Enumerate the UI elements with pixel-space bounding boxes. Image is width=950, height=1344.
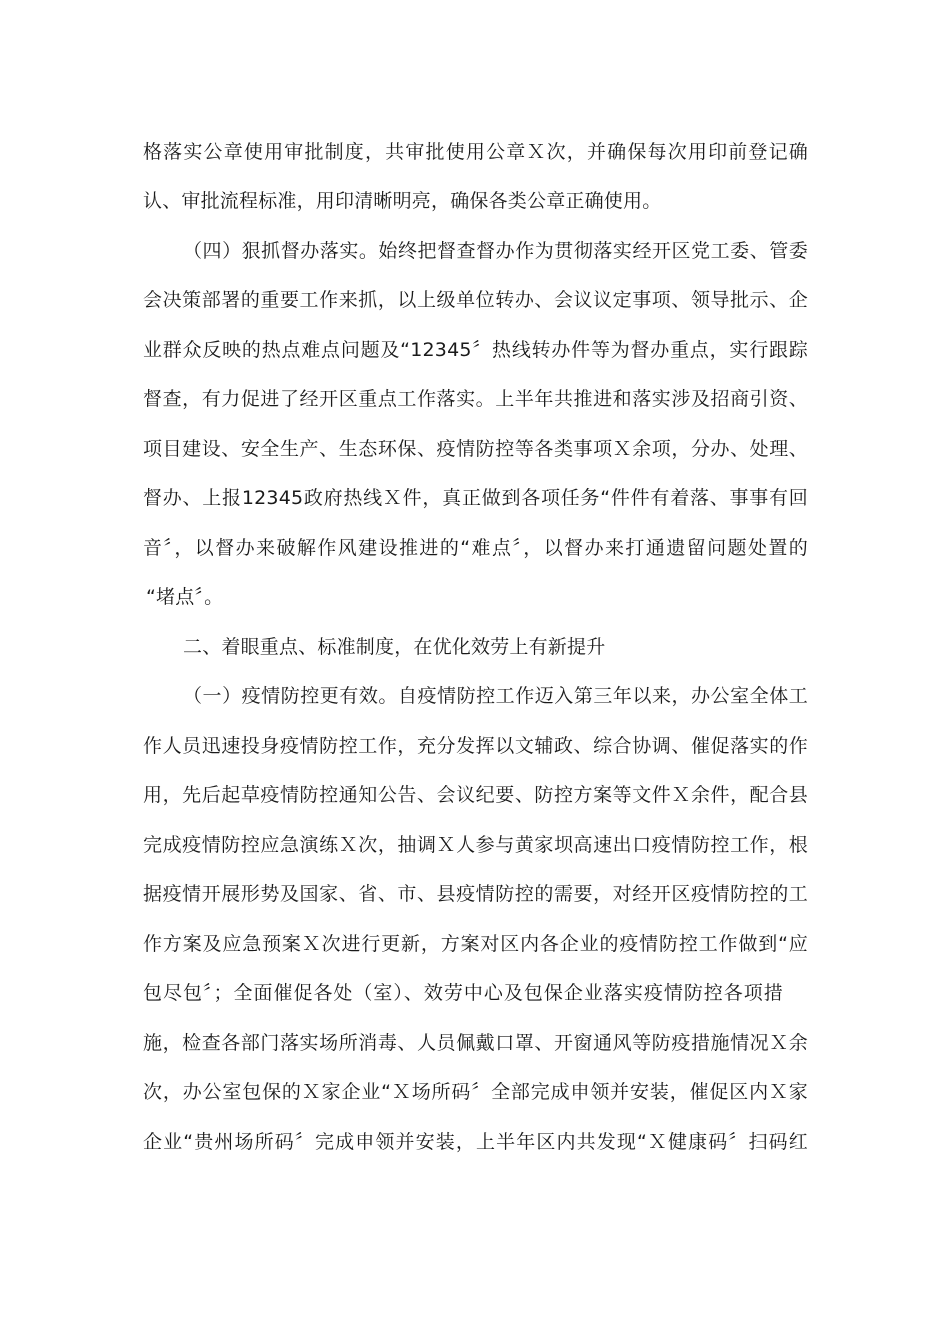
text-line-18: 包尽包〞；全面催促各处（室）、效劳中心及包保企业落实疫情防控各项措 bbox=[143, 982, 783, 1004]
text-line-10: “堵点〞。 bbox=[146, 586, 224, 608]
text-line-17: 作方案及应急预案Ｘ次进行更新，方案对区内各企业的疫情防控工作做到“应 bbox=[143, 933, 808, 955]
text-line-5: 业群众反映的热点难点问题及“12345〞热线转办件等为督办重点，实行跟踪 bbox=[143, 339, 808, 361]
text-line-1: 格落实公章使用审批制度，共审批使用公章Ｘ次，并确保每次用印前登记确 bbox=[143, 141, 808, 163]
text-line-3: （四）狠抓督办落实。始终把督查督办作为贯彻落实经开区党工委、管委 bbox=[183, 240, 808, 262]
text-line-9: 音〞，以督办来破解作风建设推进的“难点〞，以督办来打通遗留问题处置的 bbox=[143, 537, 808, 559]
text-line-2: 认、审批流程标准，用印清晰明亮，确保各类公章正确使用。 bbox=[143, 190, 662, 212]
text-line-7: 项目建设、安全生产、生态环保、疫情防控等各类事项Ｘ余项，分办、处理、 bbox=[143, 438, 808, 460]
text-line-16: 据疫情开展形势及国家、省、市、县疫情防控的需要，对经开区疫情防控的工 bbox=[143, 883, 808, 905]
text-line-8: 督办、上报12345政府热线Ｘ件，真正做到各项任务“件件有着落、事事有回 bbox=[143, 487, 808, 509]
section-heading: 二、着眼重点、标准制度，在优化效劳上有新提升 bbox=[183, 636, 606, 658]
text-line-20: 次，办公室包保的Ｘ家企业“Ｘ场所码〞全部完成申领并安装，催促区内Ｘ家 bbox=[143, 1081, 808, 1103]
text-line-4: 会决策部署的重要工作来抓，以上级单位转办、会议议定事项、领导批示、企 bbox=[143, 289, 808, 311]
text-line-15: 完成疫情防控应急演练Ｘ次，抽调Ｘ人参与黄家坝高速出口疫情防控工作，根 bbox=[143, 834, 808, 856]
text-line-14: 用，先后起草疫情防控通知公告、会议纪要、防控方案等文件Ｘ余件，配合县 bbox=[143, 784, 808, 806]
text-line-12: （一）疫情防控更有效。自疫情防控工作迈入第三年以来，办公室全体工 bbox=[183, 685, 808, 707]
text-line-21: 企业“贵州场所码〞完成申领并安装，上半年区内共发现“Ｘ健康码〞扫码红 bbox=[143, 1131, 808, 1153]
text-line-19: 施，检查各部门落实场所消毒、人员佩戴口罩、开窗通风等防疫措施情况Ｘ余 bbox=[143, 1032, 808, 1054]
text-line-6: 督查，有力促进了经开区重点工作落实。上半年共推进和落实涉及招商引资、 bbox=[143, 388, 808, 410]
text-line-13: 作人员迅速投身疫情防控工作，充分发挥以文辅政、综合协调、催促落实的作 bbox=[143, 735, 808, 757]
